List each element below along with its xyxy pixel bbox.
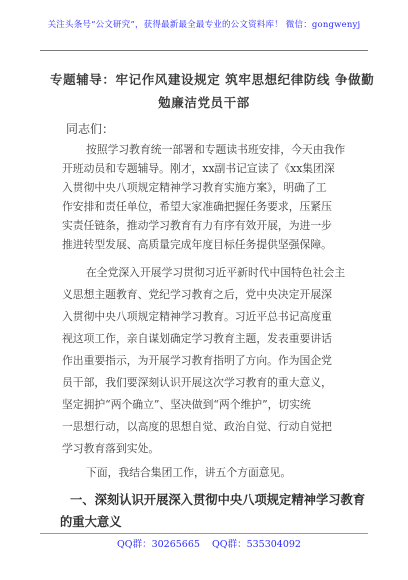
paragraph-2-line-4: 视这项工作，亲自谋划确定学习教育主题，发表重要讲话: [62, 332, 332, 345]
paragraph-2-line-5: 作出重要指示，为开展学习教育指明了方向。作为国企党: [62, 354, 332, 367]
section-heading-line-2: 的重大意义: [60, 514, 122, 529]
paragraph-1-line-5: 实责任链条，推动学习教育有力有序有效开展，为进一步: [62, 219, 332, 232]
paragraph-2-line-2: 义思想主题教育、党纪学习教育之后，党中央决定开展深: [62, 288, 332, 301]
paragraph-1-line-1: 按照学习教育统一部署和专题读书班安排，今天由我作: [86, 143, 346, 156]
document-title-line-2: 勉廉洁党员干部: [158, 95, 250, 110]
paragraph-1-line-6: 推进转型发展、高质量完成年度目标任务提供坚强保障。: [62, 238, 332, 251]
paragraph-1-line-4: 作安排和责任单位，希望大家准确把握任务要求，压紧压: [62, 200, 332, 213]
paragraph-2-line-6: 员干部，我们要深刻认识开展这次学习教育的重大意义，: [62, 376, 332, 389]
salutation: 同志们：: [66, 122, 115, 136]
document-title-line-1: 专题辅导：牢记作风建设规定 筑牢思想纪律防线 争做勤: [50, 72, 375, 87]
paragraph-2-line-1: 在全党深入开展学习贯彻习近平新时代中国特色社会主: [86, 266, 346, 279]
paragraph-2-line-9: 学习教育落到实处。: [62, 442, 160, 455]
header-divider: [40, 50, 368, 51]
section-heading-line-1: 一、深刻认识开展深入贯彻中央八项规定精神学习教育: [70, 492, 366, 507]
paragraph-3-line-1: 下面，我结合集团工作，讲五个方面意见。: [86, 466, 292, 479]
paragraph-1-line-2: 开班动员和专题辅导。刚才，xx副书记宣读了《xx集团深: [62, 162, 335, 175]
paragraph-2-line-7: 坚定拥护“两个确立”、坚决做到“两个维护”，切实统: [62, 398, 311, 411]
paragraph-2-line-8: 一思想行动，以高度的思想自觉、政治自觉、行动自觉把: [62, 420, 332, 433]
header-banner: 关注头条号“公文研究”，获得最新最全最专业的公文资料库！ 微信：gongwenyj: [47, 20, 361, 30]
footer-qq-group-1: QQ群：30265665: [117, 539, 200, 550]
paragraph-1-line-3: 入贯彻中央八项规定精神学习教育实施方案》，明确了工: [62, 181, 327, 194]
footer-divider: [40, 533, 368, 534]
paragraph-2-line-3: 入贯彻中央八项规定精神学习教育。习近平总书记高度重: [62, 310, 332, 323]
footer-qq-group-2: QQ群：535304092: [212, 539, 301, 550]
